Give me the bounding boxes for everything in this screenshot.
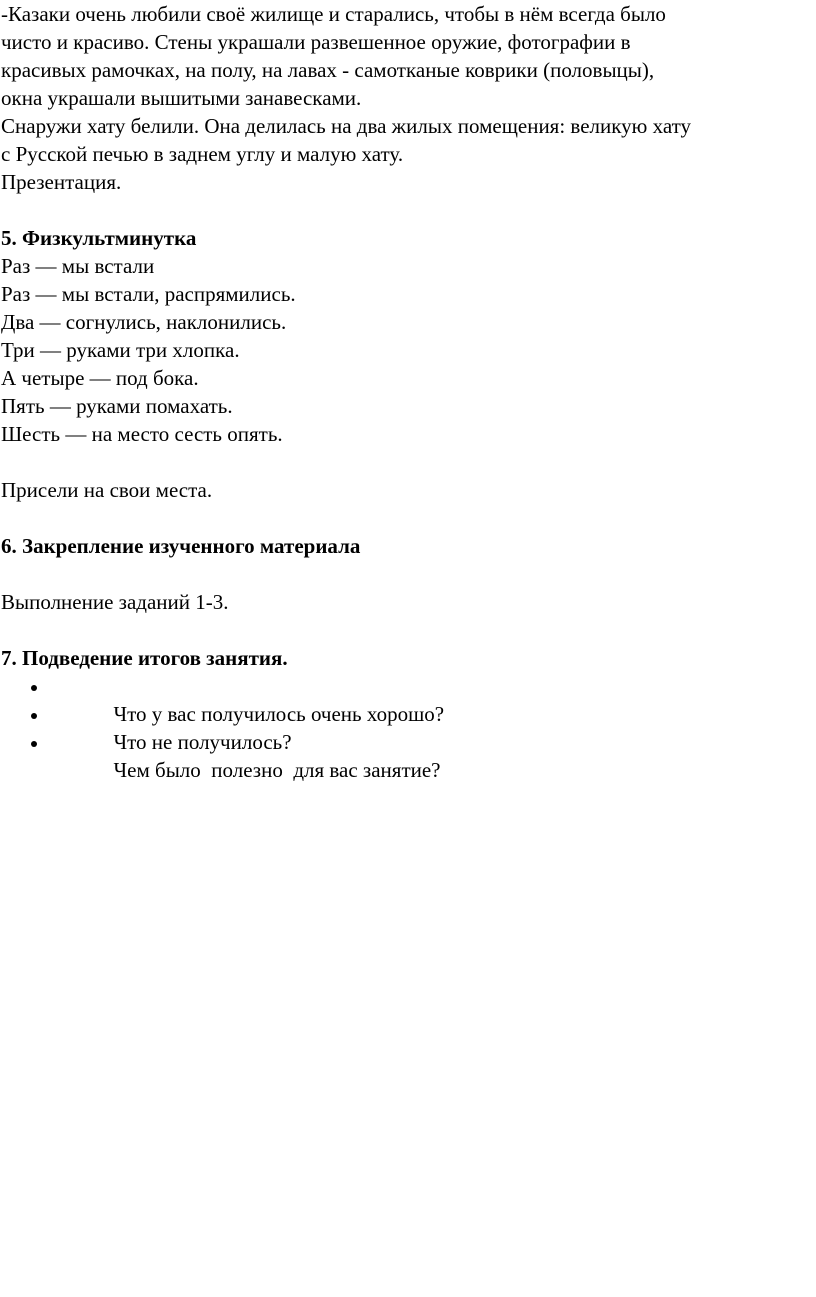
- verse-line: Пять — руками помахать.: [1, 394, 233, 418]
- verse-line: Три — руками три хлопка.: [1, 338, 240, 362]
- question-text: Что у вас получилось очень хорошо?: [113, 702, 445, 726]
- question-text: Чем было полезно для вас занятие?: [113, 758, 441, 782]
- section-5-closing-line: Присели на свои места.: [1, 478, 213, 502]
- bullet-icon: [31, 685, 37, 691]
- verse-line: А четыре — под бока.: [1, 366, 199, 390]
- spacer: [1, 560, 813, 588]
- verse-line: Два — согнулись, наклонились.: [1, 310, 287, 334]
- bullet-icon: [31, 713, 37, 719]
- intro-line-2: чисто и красиво. Стены украшали развешенное оружие, фотографии в: [1, 30, 631, 54]
- exterior-line-1: Снаружи хату белили. Она делилась на два жилых помещения: великую хату: [1, 114, 691, 138]
- list-item: [1, 728, 813, 782]
- section-6-heading: 6. Закрепление изученного материала: [1, 534, 361, 558]
- spacer: [1, 196, 813, 224]
- verse-line: Раз — мы встали, распрямились.: [1, 282, 296, 306]
- section-7-heading: 7. Подведение итогов занятия.: [1, 646, 288, 670]
- summary-question-list: [1, 672, 813, 782]
- exterior-paragraph: [1, 112, 813, 168]
- spacer: [1, 616, 813, 644]
- list-item: [1, 700, 813, 754]
- intro-paragraph: [1, 0, 813, 112]
- section-5-heading: 5. Физкультминутка: [1, 226, 197, 250]
- section-6-text: Выполнение заданий 1-3.: [1, 590, 229, 614]
- document-body: [1, 0, 813, 782]
- verse-line: Шесть — на место сесть опять.: [1, 422, 283, 446]
- verse-line: Раз — мы встали: [1, 254, 155, 278]
- spacer: [1, 504, 813, 532]
- section-6-reinforcement: [1, 532, 813, 616]
- intro-line-3: красивых рамочках, на полу, на лавах - самотканые коврики (половыцы),: [1, 58, 655, 82]
- question-text: Что не получилось?: [113, 730, 292, 754]
- list-item: [1, 672, 813, 726]
- presentation-note: Презентация.: [1, 170, 122, 194]
- intro-line-4: окна украшали вышитыми занавесками.: [1, 86, 362, 110]
- section-7-summary: [1, 644, 813, 782]
- spacer: [1, 448, 813, 476]
- section-5-warmup: [1, 224, 813, 504]
- intro-line-1: -Казаки очень любили своё жилище и старались, чтобы в нём всегда было: [1, 2, 666, 26]
- exterior-line-2: с Русской печью в заднем углу и малую хату.: [1, 142, 404, 166]
- bullet-icon: [31, 741, 37, 747]
